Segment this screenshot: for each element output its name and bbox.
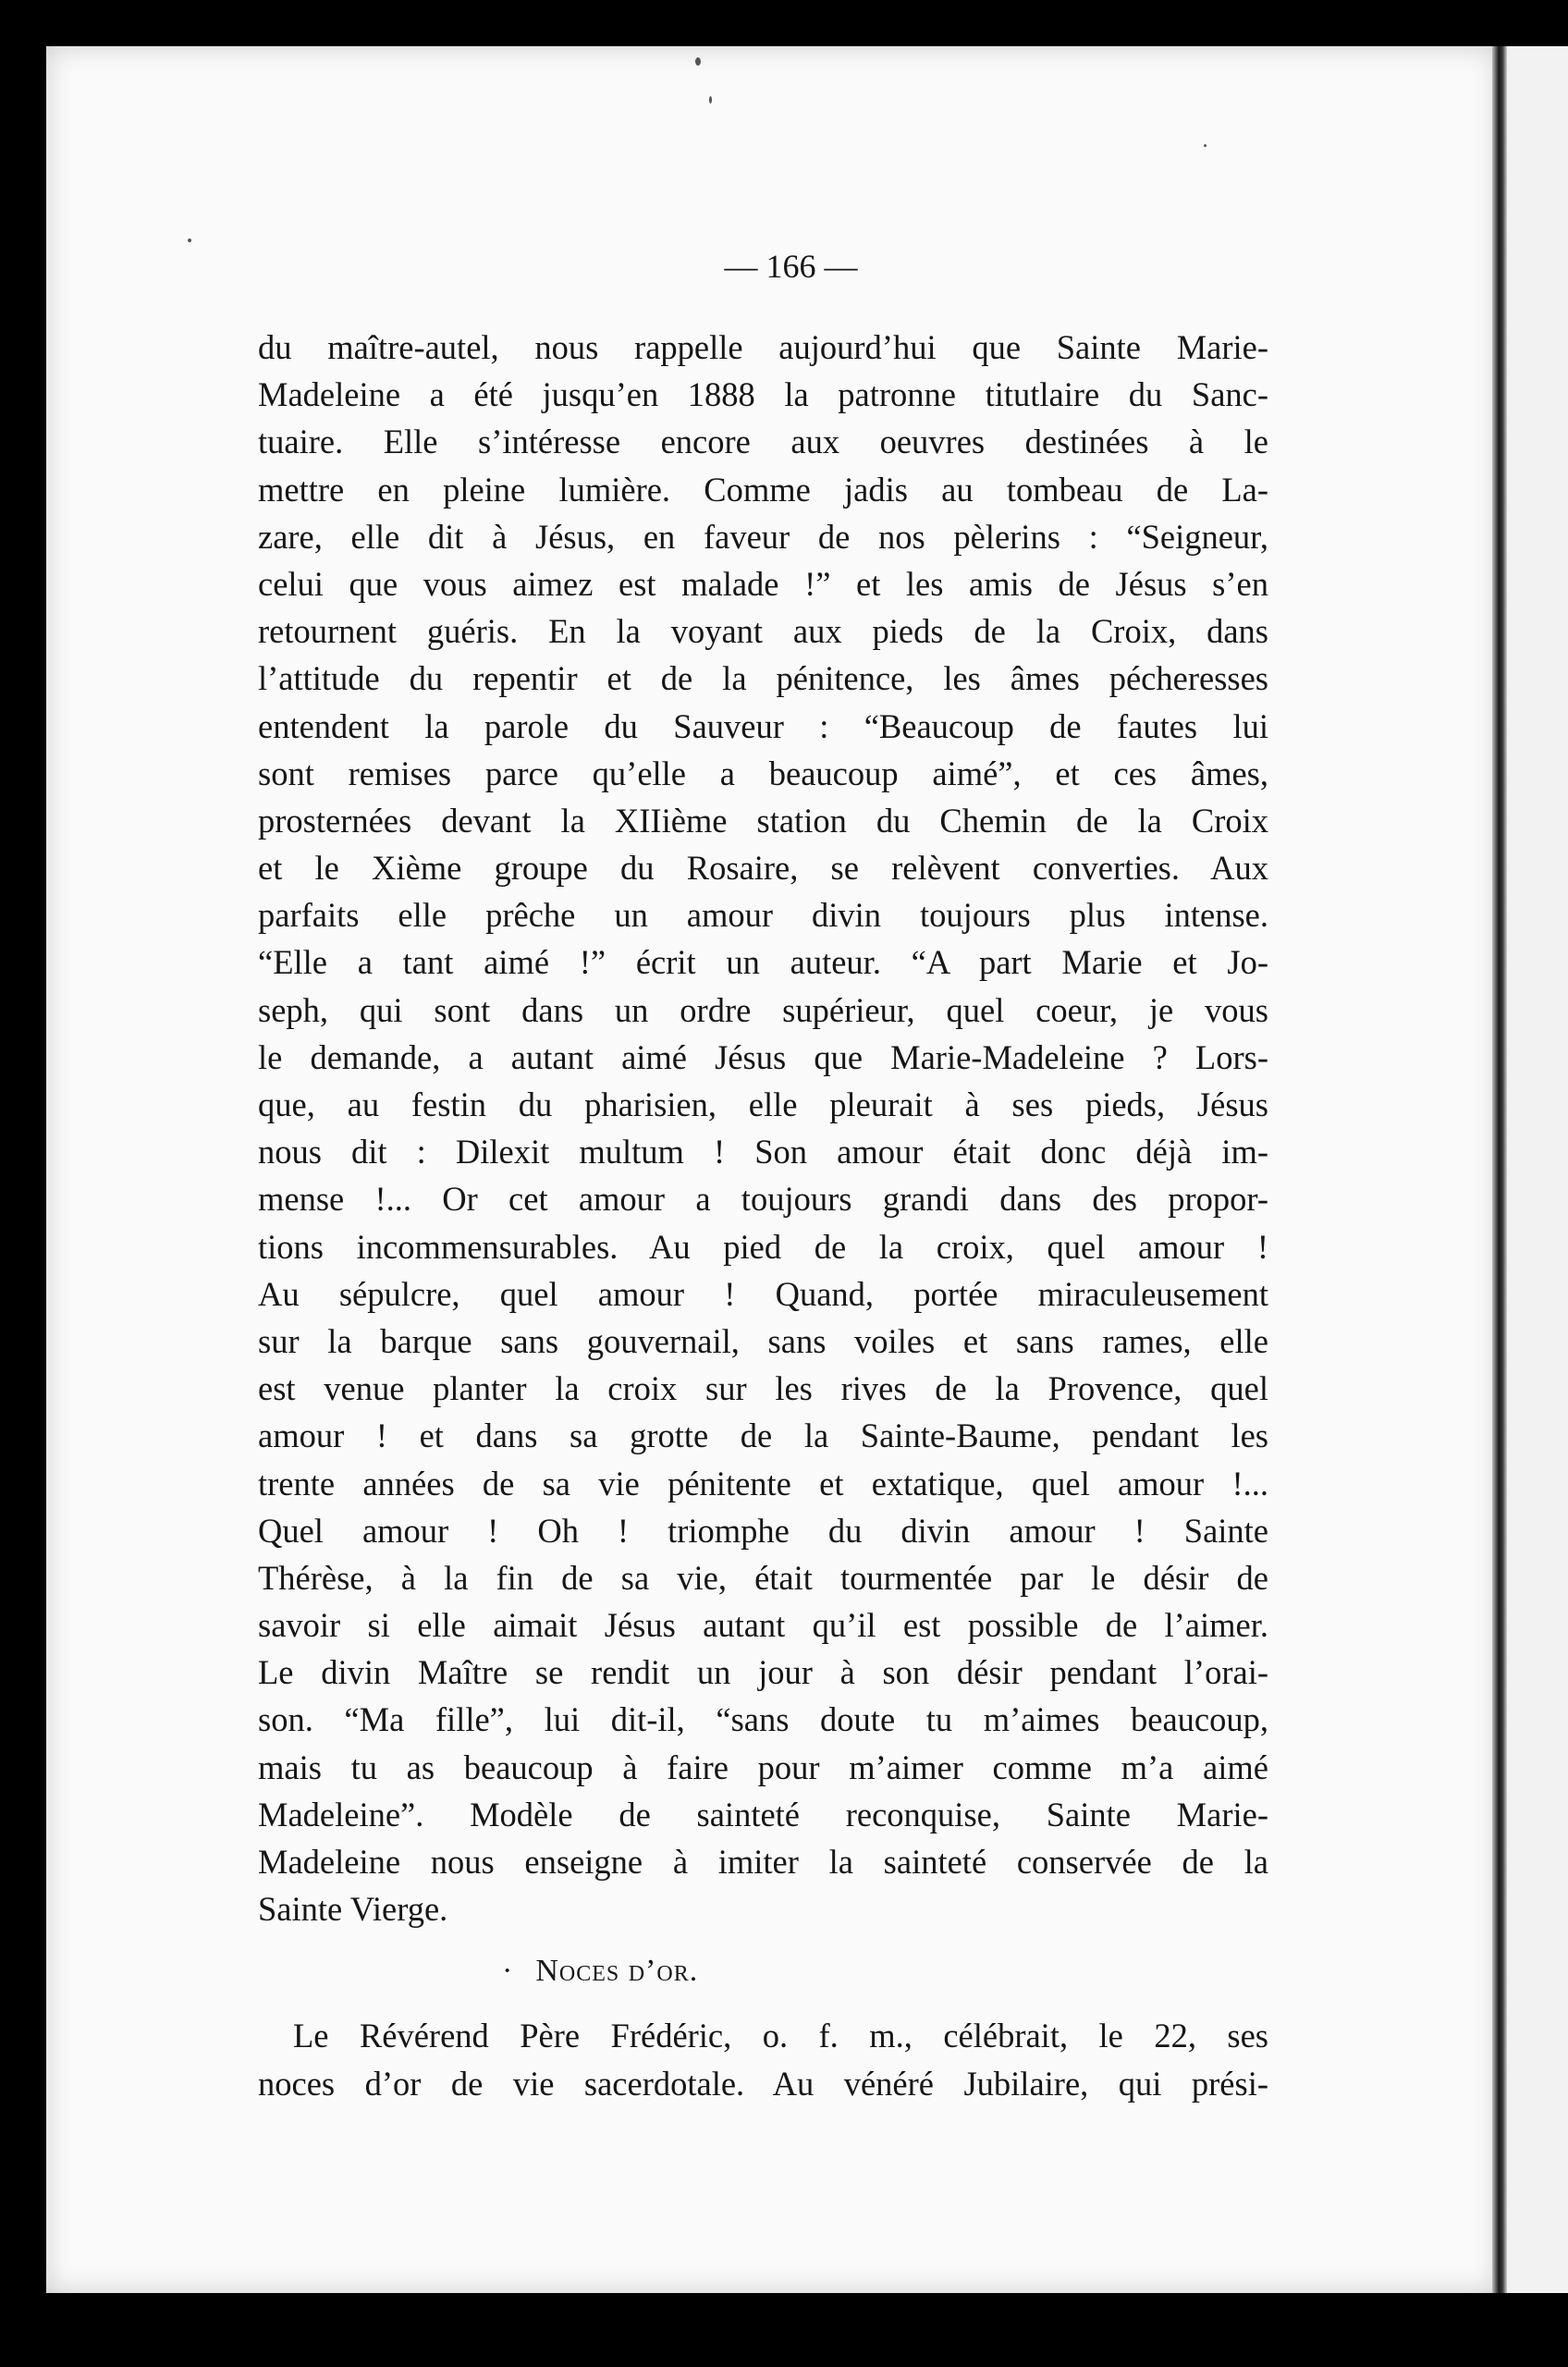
text-line: noces d’or de vie sacerdotale. Au vénéré Jubilaire, qui prési- [258,2064,1268,2103]
text-line: sur la barque sans gouvernail, sans voiles et sans rames, elle [258,1321,1268,1360]
facing-page-edge [1507,46,1568,2293]
scan-speck [709,96,712,104]
text-line: est venue planter la croix sur les rives de la Provence, quel [258,1369,1268,1408]
text-line: Quel amour ! Oh ! triomphe du divin amour ! Sainte [258,1511,1268,1550]
text-line: tions incommensurables. Au pied de la croix, quel amour ! [258,1227,1268,1266]
text-line: Thérèse, à la fin de sa vie, était tourmentée par le désir de [258,1558,1268,1597]
text-line: savoir si elle aimait Jésus autant qu’il est possible de l’aimer. [258,1606,1268,1645]
section-heading [258,1945,1268,1997]
page-number: — 166 — [724,248,858,285]
heading-bullet: · [502,1954,514,1989]
text-line: mense !... Or cet amour a toujours grandi dans des propor- [258,1180,1268,1219]
text-line: son. “Ma fille”, lui dit-il, “sans doute tu m’aimes beaucoup, [258,1700,1268,1739]
text-line: nous dit : Dilexit multum ! Son amour était donc déjà im- [258,1133,1268,1171]
text-line: retournent guéris. En la voyant aux pieds de la Croix, dans [258,612,1268,651]
text-line: du maître-autel, nous rappelle aujourd’hui que Sainte Marie- [258,328,1268,366]
text-line: Madeleine a été jusqu’en 1888 la patronne titutlaire du Sanc- [258,375,1268,414]
section-title: Noces d’or. [535,1954,699,1989]
text-line: sont remises parce qu’elle a beaucoup aimé”, et ces âmes, [258,754,1268,792]
text-line: mettre en pleine lumière. Comme jadis au tombeau de La- [258,470,1268,509]
main-paragraph [258,324,1268,1932]
text-line: le demande, a autant aimé Jésus que Marie-Madeleine ? Lors- [258,1037,1268,1076]
text-line: et le Xième groupe du Rosaire, se relèvent converties. Aux [258,849,1268,888]
text-line: zare, elle dit à Jésus, en faveur de nos pèlerins : “Seigneur, [258,517,1268,556]
text-line: Le Révérend Père Frédéric, o. f. m., célébrait, le 22, ses [293,2017,1268,2055]
text-line: prosternées devant la XIIième station du Chemin de la Croix [258,801,1268,840]
text-line: amour ! et dans sa grotte de la Sainte-Baume, pendant les [258,1417,1268,1455]
text-line: mais tu as beaucoup à faire pour m’aimer comme m’a aimé [258,1748,1268,1786]
book-gutter [1492,46,1507,2293]
text-line: que, au festin du pharisien, elle pleurait à ses pieds, Jésus [258,1085,1268,1123]
text-line: Au sépulcre, quel amour ! Quand, portée miraculeusement [258,1274,1268,1313]
text-line: tuaire. Elle s’intéresse encore aux oeuvres destinées à le [258,423,1268,461]
scan-speck [695,57,701,66]
text-line: entendent la parole du Sauveur : “Beaucoup de fautes lui [258,706,1268,745]
text-line: Le divin Maître se rendit un jour à son désir pendant l’orai- [258,1653,1268,1692]
section-paragraph [258,2012,1268,2106]
text-line: celui que vous aimez est malade !” et les amis de Jésus s’en [258,564,1268,603]
text-line: Madeleine”. Modèle de sainteté reconquise, Sainte Marie- [258,1795,1268,1834]
scan-speck [1204,144,1207,147]
text-line: parfaits elle prêche un amour divin toujours plus intense. [258,896,1268,935]
text-line: “Elle a tant aimé !” écrit un auteur. “A part Marie et Jo- [258,943,1268,982]
text-line: l’attitude du repentir et de la pénitence, les âmes pécheresses [258,659,1268,698]
text-line: trente années de sa vie pénitente et extatique, quel amour !... [258,1464,1268,1502]
text-line: Sainte Vierge. [258,1890,448,1929]
text-line: Madeleine nous enseigne à imiter la sainteté conservée de la [258,1843,1268,1881]
text-line: seph, qui sont dans un ordre supérieur, quel coeur, je vous [258,990,1268,1029]
scan-speck [188,239,191,242]
page-text [258,250,1268,2107]
